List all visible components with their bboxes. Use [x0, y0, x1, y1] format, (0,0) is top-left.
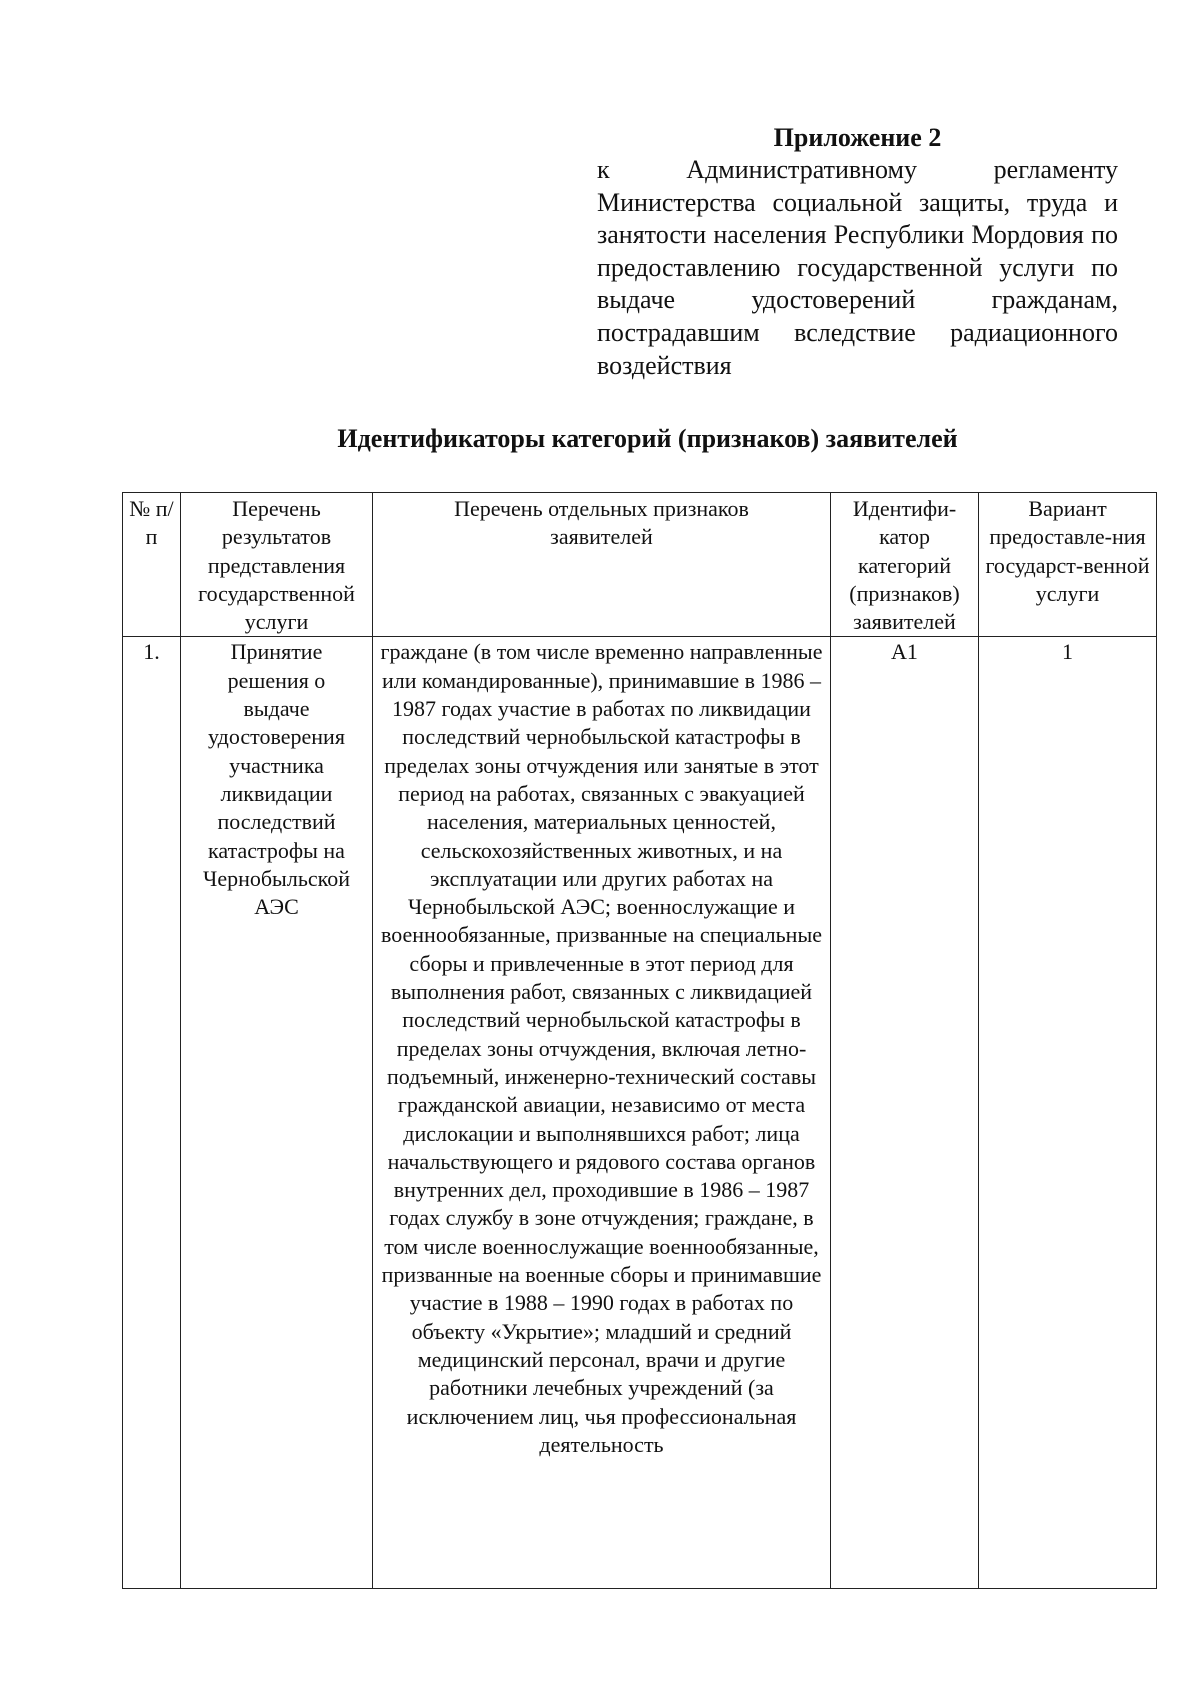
header-identifier: Идентифи-катор категорий (признаков) заявителей	[831, 493, 979, 637]
categories-table	[122, 492, 1157, 1589]
row-features: граждане (в том числе временно направленные или командированные), принимавшие в 1986 – 1987 годах участие в работах по ликвидации последствий чернобыльской катастрофы в пределах зоны отчуждения или занятые в этот период на работах, связанных с эвакуацией населения, материальных ценностей, сельскохозяйственных животных, и на эксплуатации или других работах на Чернобыльской АЭС; военнослужащие и военнообязанные, призванные на специальные сборы и привлеченные в этот период для выполнения работ, связанных с ликвидацией последствий чернобыльской катастрофы в пределах зоны отчуждения, включая летно-подъемный, инженерно-технический составы гражданской авиации, независимо от места дислокации и выполнявшихся работ; лица начальствующего и рядового состава органов внутренних дел, проходившие в 1986 – 1987 годах службу в зоне отчуждения; граждане, в том числе военнослужащие военнообязанные, призванные на военные сборы и принимавшие участие в 1988 – 1990 годах в работах по объекту «Укрытие»; младший и средний медицинский персонал, врачи и другие работники лечебных учреждений (за исключением лиц, чья профессиональная деятельность	[373, 637, 831, 1589]
header-features: Перечень отдельных признаков заявителей	[373, 493, 831, 637]
row-result: Принятие решения о выдаче удостоверения участника ликвидации последствий катастрофы на Чернобыльской АЭС	[181, 637, 373, 1589]
row-number: 1.	[123, 637, 181, 1589]
appendix-title: Приложение 2	[773, 123, 942, 152]
header-number: № п/п	[123, 493, 181, 637]
document-title-wrap	[0, 423, 1200, 455]
header-results: Перечень результатов представления государственной услуги	[181, 493, 373, 637]
appendix-text: к Административному регламенту Министерства социальной защиты, труда и занятости населения Республики Мордовия по предоставлению государственной услуги по выдаче удостоверений гражданам, пострадавшим вследствие радиационного воздействия	[597, 155, 1118, 380]
document-title: Идентификаторы категорий (признаков) заявителей	[337, 424, 958, 453]
row-variant: 1	[979, 637, 1157, 1589]
appendix-block	[597, 122, 1118, 382]
table-header-row	[123, 493, 1157, 637]
table-row	[123, 637, 1157, 1589]
row-identifier: А1	[831, 637, 979, 1589]
header-variant: Вариант предоставле-ния государст-венной услуги	[979, 493, 1157, 637]
